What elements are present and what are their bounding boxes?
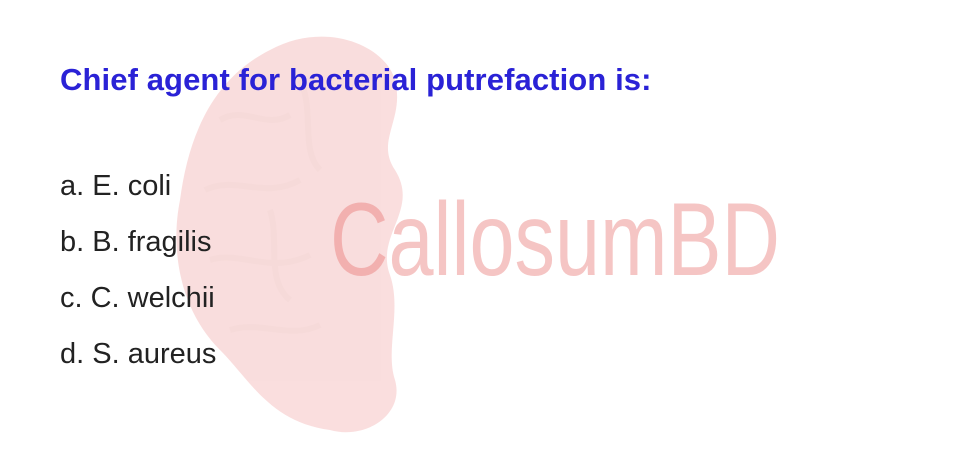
watermark-text: CallosumBD [330,182,780,298]
question-title: Chief agent for bacterial putrefaction is: [60,62,652,97]
option-d[interactable]: d. S. aureus [60,338,217,370]
option-b[interactable]: b. B. fragilis [60,226,212,258]
answer-options [60,166,216,390]
option-c[interactable]: c. C. welchii [60,282,215,314]
option-a[interactable]: a. E. coli [60,170,172,202]
